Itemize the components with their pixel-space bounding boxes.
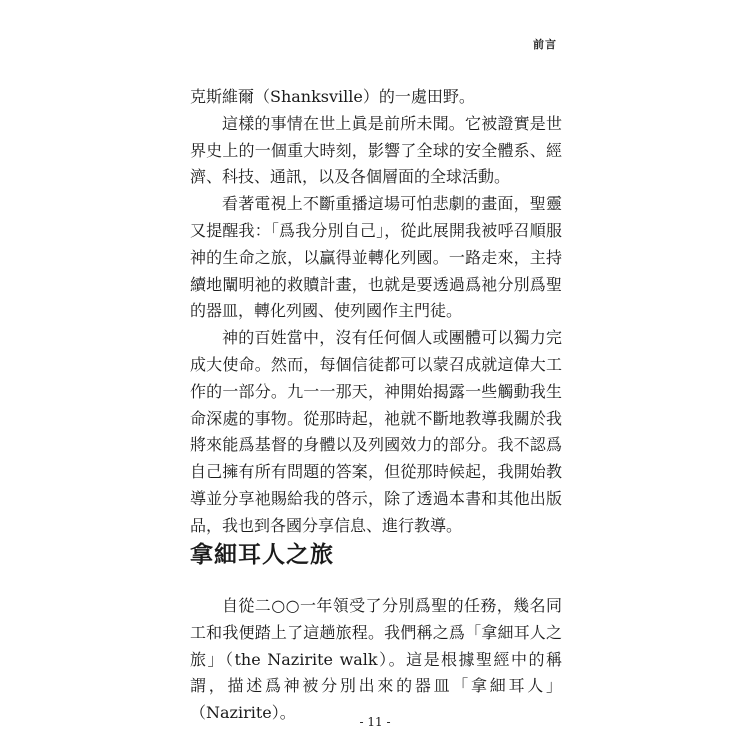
paragraph: 神的百姓當中，沒有任何個人或團體可以獨力完成大使命。然而，每個信徒都可以蒙召成就這偉大工作的一部分。九一一那天，神開始揭露一些觸動我生命深處的事物。從那時起，祂就不斷地教導我關於我將來能爲基督的身體以及列國效力的部分。我不認爲自己擁有所有問題的答案，但從那時候起，我開始教導並分享祂賜給我的啓示，除了透過本書和其他出版品，我也到各國分享信息、進行教導。 [190,328,562,535]
section-heading: 拿細耳人之旅 [190,542,334,568]
running-head: 前言 [533,38,557,51]
paragraph: 自從二○○一年領受了分別爲聖的任務，幾名同工和我便踏上了這趟旅程。我們稱之爲「拿細耳人之旅」（the Nazirite walk）。這是根據聖經中的稱謂，描述爲神被分別出來的器皿「拿細耳人」（Nazirite）。 [190,596,562,723]
paragraph: 這樣的事情在世上眞是前所未聞。它被證實是世界史上的一個重大時刻，影響了全球的安全體系、經濟、科技、通訊，以及各個層面的全球活動。 [190,113,562,187]
page-number: - 11 - [359,715,391,729]
paragraph-continued: 克斯維爾（Shanksville）的一處田野。 [190,87,475,106]
body-text [190,84,562,540]
paragraph: 看著電視上不斷重播這場可怕悲劇的畫面，聖靈又提醒我：「爲我分別自己」，從此展開我被呼召順服神的生命之旅，以贏得並轉化列國。一路走來，主持續地闡明祂的救贖計畫，也就是要透過爲祂分別爲聖的器皿，轉化列國、使列國作主門徒。 [190,194,562,321]
section-body-text [190,593,562,727]
